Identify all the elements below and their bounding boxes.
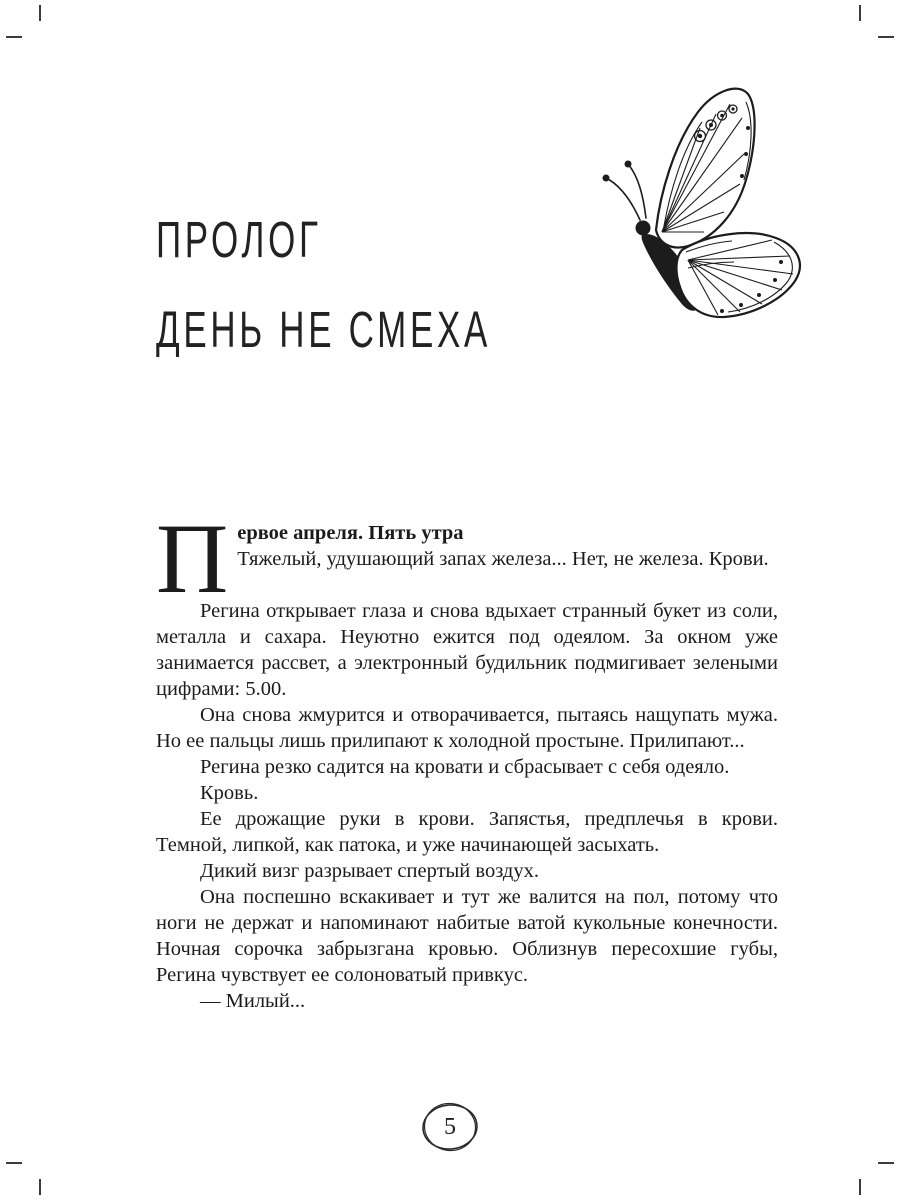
body-text — [156, 503, 778, 1014]
butterfly-illustration — [596, 84, 818, 359]
chapter-title — [156, 212, 336, 269]
opening-paragraph — [156, 503, 778, 614]
crop-mark — [859, 1179, 861, 1195]
paragraph: — Милый... — [200, 990, 306, 1012]
chapter-subtitle — [156, 302, 520, 359]
crop-mark — [6, 36, 22, 38]
crop-mark — [878, 1162, 894, 1164]
page-number: 5 — [444, 1113, 456, 1140]
drop-cap: П — [156, 503, 229, 614]
paragraph: Регина резко садится на кровати и сбрасывает с себя одеяло. — [200, 756, 730, 778]
crop-mark — [878, 36, 894, 38]
paragraph: Регина открывает глаза и снова вдыхает странный букет из соли, металла и сахара. Неуютно ежится под одеялом. За окном уже занимается рассвет, а электронный будильник подмигивает зелеными цифрами: 5.00. — [156, 600, 778, 700]
paragraph: Она поспешно вскакивает и тут же валится на пол, потому что ноги не держат и напоминают набитые ватой кукольные конечности. Ночная сорочка забрызгана кровью. Облизнув пересохшие губы, Регина чувствует ее солоноватый привкус. — [156, 886, 778, 986]
crop-mark — [39, 5, 41, 21]
paragraph: Дикий визг разрывает спертый воздух. — [200, 860, 539, 882]
butterfly-icon — [596, 84, 818, 354]
crop-mark — [859, 5, 861, 21]
paragraph: Кровь. — [200, 782, 259, 804]
page-footer — [0, 1096, 900, 1158]
opening-text: Тяжелый, удушающий запах железа... Нет, не железа. Крови. — [237, 548, 769, 570]
crop-mark — [39, 1179, 41, 1195]
section-lead: ервое апреля. Пять утра — [237, 522, 464, 544]
chapter-subtitle-text: ДЕНЬ НЕ СМЕХА — [156, 302, 491, 359]
page-number-ornament — [412, 1096, 488, 1158]
paragraph: Она снова жмурится и отворачивается, пытаясь нащупать мужа. Но ее пальцы лишь прилипают к холодной простыне. Прилипают... — [156, 704, 778, 752]
chapter-title-text: ПРОЛОГ — [156, 212, 322, 269]
paragraph: Ее дрожащие руки в крови. Запястья, предплечья в крови. Темной, липкой, как патока, и уже начинающей засыхать. — [156, 808, 778, 856]
crop-mark — [6, 1162, 22, 1164]
